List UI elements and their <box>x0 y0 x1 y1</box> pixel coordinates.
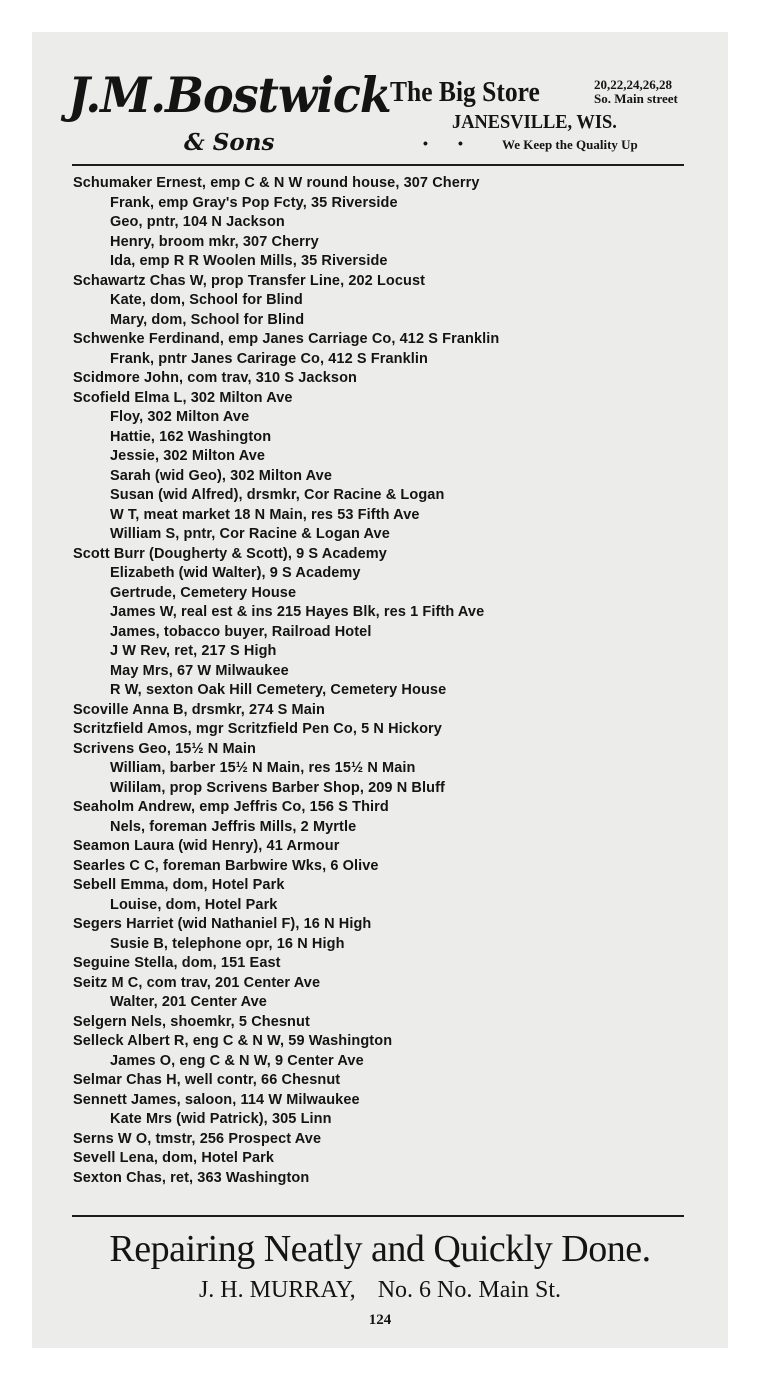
directory-listing <box>32 174 728 1188</box>
directory-subentry: Kate, dom, School for Blind <box>110 292 303 308</box>
directory-entry: Sevell Lena, dom, Hotel Park <box>73 1150 275 1166</box>
directory-subentry: Louise, dom, Hotel Park <box>110 896 278 913</box>
directory-subentry: Gertrude, Cemetery House <box>110 584 297 601</box>
directory-subentry: W T, meat market 18 N Main, res 53 Fifth Ave <box>110 506 420 523</box>
directory-entry: Scrivens Geo, 15½ N Main <box>73 740 256 757</box>
directory-subentry: Floy, 302 Milton Ave <box>110 409 250 425</box>
address-numbers: 20,22,24,26,28 <box>594 77 672 92</box>
directory-entry: Serns W O, tmstr, 256 Prospect Ave <box>73 1130 322 1147</box>
directory-subentry: Susan (wid Alfred), drsmkr, Cor Racine & Logan <box>110 487 445 503</box>
bullet-icon: • <box>458 135 463 151</box>
directory-subentry: William, barber 15½ N Main, res 15½ N Main <box>110 760 416 776</box>
directory-subentry: Elizabeth (wid Walter), 9 S Academy <box>110 565 361 581</box>
slogan-text: We Keep the Quality Up <box>502 137 638 152</box>
sons-text: & Sons <box>184 129 275 156</box>
page-number: 124 <box>368 1312 392 1328</box>
directory-entry: Scott Burr (Dougherty & Scott), 9 S Academy <box>73 545 387 562</box>
directory-page <box>32 32 728 1348</box>
footer-business <box>32 1278 728 1302</box>
footer-tagline: Repairing Neatly and Quickly Done. <box>109 1228 651 1270</box>
directory-entry: Selmar Chas H, well contr, 66 Chesnut <box>73 1072 341 1088</box>
directory-entry: Schumaker Ernest, emp C & N W round house, 307 Cherry <box>73 175 480 191</box>
directory-subentry: William S, pntr, Cor Racine & Logan Ave <box>110 526 390 542</box>
directory-subentry: Walter, 201 Center Ave <box>110 994 267 1010</box>
directory-subentry: Kate Mrs (wid Patrick), 305 Linn <box>110 1111 332 1127</box>
directory-subentry: Mary, dom, School for Blind <box>110 311 305 328</box>
directory-entry: Scritzfield Amos, mgr Scritzfield Pen Co, 5 N Hickory <box>73 721 442 737</box>
bullet-icon: • <box>423 135 428 151</box>
directory-entry: Sexton Chas, ret, 363 Washington <box>73 1169 310 1186</box>
directory-subentry: May Mrs, 67 W Milwaukee <box>110 662 289 679</box>
directory-subentry: James W, real est & ins 215 Hayes Blk, res 1 Fifth Ave <box>110 604 485 620</box>
directory-subentry: Sarah (wid Geo), 302 Milton Ave <box>110 467 332 484</box>
directory-subentry: Hattie, 162 Washington <box>110 428 272 445</box>
directory-entry: Segers Harriet (wid Nathaniel F), 16 N High <box>73 916 372 932</box>
directory-entry: Schawartz Chas W, prop Transfer Line, 202 Locust <box>73 272 426 289</box>
footer-divider <box>72 1215 684 1217</box>
business-name: J. H. MURRAY, <box>198 1277 356 1303</box>
directory-subentry: Frank, emp Gray's Pop Fcty, 35 Riverside <box>110 194 398 211</box>
directory-entry: Scidmore John, com trav, 310 S Jackson <box>73 370 357 386</box>
directory-entry: Scofield Elma L, 302 Milton Ave <box>73 389 293 406</box>
directory-entry: Selleck Albert R, eng C & N W, 59 Washington <box>73 1033 393 1049</box>
directory-subentry: Susie B, telephone opr, 16 N High <box>110 935 345 952</box>
directory-subentry: James O, eng C & N W, 9 Center Ave <box>110 1052 364 1069</box>
address-street: So. Main street <box>594 91 678 106</box>
directory-entry: Seitz M C, com trav, 201 Center Ave <box>73 974 321 991</box>
business-address: No. 6 No. Main St. <box>377 1277 562 1303</box>
directory-entry: Seguine Stella, dom, 151 East <box>73 955 281 971</box>
header-divider <box>72 164 684 166</box>
directory-entry: Schwenke Ferdinand, emp Janes Carriage Co, 412 S Franklin <box>73 331 500 347</box>
directory-subentry: J W Rev, ret, 217 S High <box>110 643 277 659</box>
directory-subentry: Ida, emp R R Woolen Mills, 35 Riverside <box>110 253 388 269</box>
directory-entry: Sennett James, saloon, 114 W Milwaukee <box>73 1091 360 1108</box>
directory-subentry: Henry, broom mkr, 307 Cherry <box>110 233 319 250</box>
directory-entry: Scoville Anna B, drsmkr, 274 S Main <box>73 701 325 718</box>
directory-subentry: Geo, pntr, 104 N Jackson <box>110 214 285 230</box>
directory-subentry: R W, sexton Oak Hill Cemetery, Cemetery House <box>110 682 447 698</box>
directory-entry: Seaholm Andrew, emp Jeffris Co, 156 S Third <box>73 799 389 815</box>
bostwick-advertisement <box>32 32 728 172</box>
directory-entry: Sebell Emma, dom, Hotel Park <box>73 877 285 893</box>
city-text: JANESVILLE, WIS. <box>452 111 617 133</box>
store-name: The Big Store <box>390 76 540 108</box>
bostwick-logo: J.M.Bostwick <box>68 66 391 124</box>
directory-subentry: Nels, foreman Jeffris Mills, 2 Myrtle <box>110 818 357 835</box>
directory-subentry: Jessie, 302 Milton Ave <box>110 448 266 464</box>
directory-entry: Searles C C, foreman Barbwire Wks, 6 Olive <box>73 857 379 874</box>
directory-subentry: James, tobacco buyer, Railroad Hotel <box>110 623 372 640</box>
directory-entry: Seamon Laura (wid Henry), 41 Armour <box>73 838 340 854</box>
directory-entry: Selgern Nels, shoemkr, 5 Chesnut <box>73 1013 310 1030</box>
directory-subentry: Wililam, prop Scrivens Barber Shop, 209 N Bluff <box>110 779 445 796</box>
directory-subentry: Frank, pntr Janes Carirage Co, 412 S Franklin <box>110 350 428 367</box>
